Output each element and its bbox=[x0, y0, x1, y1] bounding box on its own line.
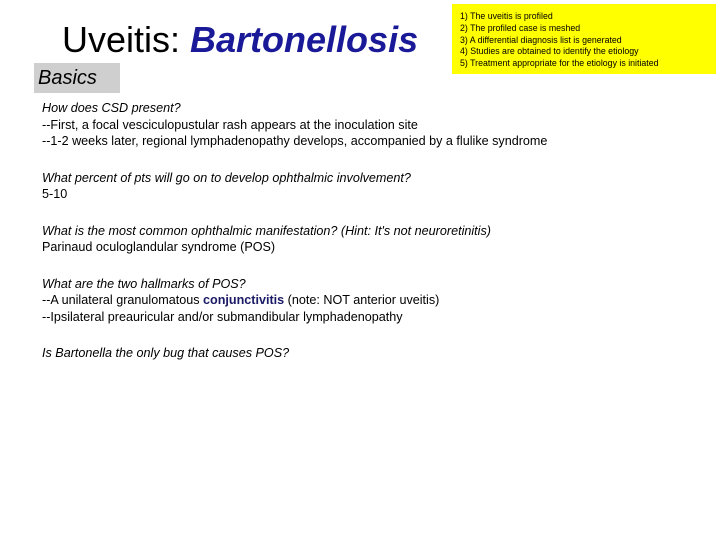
answer-text: (note: NOT anterior uveitis) bbox=[284, 293, 440, 307]
question: What are the two hallmarks of POS? bbox=[42, 276, 246, 291]
title-prefix: Uveitis: bbox=[62, 19, 191, 60]
answer-text: --A unilateral granulomatous bbox=[42, 293, 204, 307]
answer: --Ipsilateral preauricular and/or submandibular lymphadenopathy bbox=[42, 309, 403, 324]
answer bbox=[42, 292, 702, 309]
question: Is Bartonella the only bug that causes POS? bbox=[42, 346, 290, 360]
answer: --1-2 weeks later, regional lymphadenopathy develops, accompanied by a flulike syndrome bbox=[42, 134, 548, 148]
section-label: Basics bbox=[34, 63, 120, 93]
steps-box bbox=[452, 4, 716, 74]
answer: Parinaud oculoglandular syndrome (POS) bbox=[42, 240, 276, 254]
step-item: 3) A differential diagnosis list is generated bbox=[460, 34, 622, 45]
qa-content bbox=[42, 100, 702, 382]
step-item: 5) Treatment appropriate for the etiology is initiated bbox=[460, 58, 659, 69]
qa-block bbox=[42, 170, 702, 203]
step-item: 2) The profiled case is meshed bbox=[460, 22, 581, 33]
step-item: 1) The uveitis is profiled bbox=[460, 11, 553, 21]
title-accent: Bartonellosis bbox=[190, 19, 419, 60]
slide-title bbox=[62, 18, 418, 62]
answer: 5-10 bbox=[42, 187, 68, 201]
qa-block bbox=[42, 276, 702, 326]
qa-block bbox=[42, 100, 702, 150]
question: What percent of pts will go on to develop ophthalmic involvement? bbox=[42, 170, 411, 185]
step-item: 4) Studies are obtained to identify the etiology bbox=[460, 46, 639, 57]
qa-block bbox=[42, 223, 702, 256]
qa-block bbox=[42, 345, 702, 362]
question: What is the most common ophthalmic manifestation? (Hint: It's not neuroretinitis) bbox=[42, 223, 491, 238]
emphasis-term: conjunctivitis bbox=[203, 293, 285, 307]
answer: --First, a focal vesciculopustular rash appears at the inoculation site bbox=[42, 117, 418, 132]
question: How does CSD present? bbox=[42, 101, 181, 115]
